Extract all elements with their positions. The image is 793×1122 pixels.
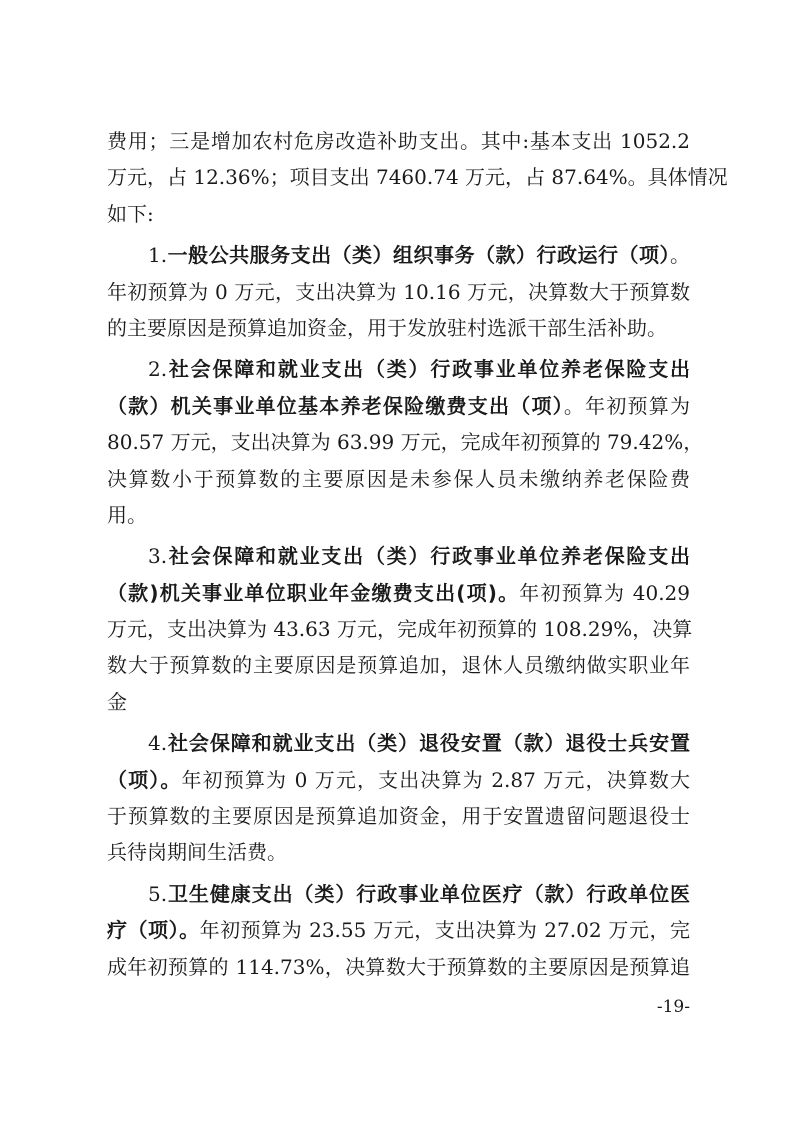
text-line [107,912,690,948]
body-text: 费用；三是增加农村危房改造补助支出。其中:基本支出 1052.2 [107,129,690,153]
paragraph [107,725,690,871]
bold-heading-text: （项）。 [107,767,182,792]
bold-heading-text: 卫生健康支出（类）行政事业单位医疗（款）行政单位医 [167,881,690,906]
text-line [107,762,690,798]
body-text: 决算数小于预算数的主要原因是未参保人员未缴纳养老保险费 [107,466,690,491]
text-line [107,949,690,985]
paragraph [107,237,690,346]
text-line [107,876,690,912]
bold-heading-text: （款)机关事业单位职业年金缴费支出(项)。 [107,580,520,605]
text-line [107,461,690,497]
bold-heading-text: 社会保障和就业支出（类）退役安置（款）退役士兵安置 [167,731,690,756]
text-line [107,497,690,533]
text-line [107,725,690,761]
bold-heading-text: 疗（项）。 [107,918,200,943]
body-text: 4. [148,731,168,756]
text-line [107,647,690,683]
page-number: -19- [656,997,690,1017]
text-line [107,123,690,159]
body-text: 万元，支出决算为 43.63 万元，完成年初预算的 108.29%，决算 [107,617,693,642]
body-text: 的主要原因是预算追加资金，用于发放驻村选派干部生活补助。 [107,315,667,340]
text-line [107,159,728,195]
text-line [107,684,690,720]
bold-heading-text: 社会保障和就业支出（类）行政事业单位养老保险支出 [167,544,690,569]
paragraph [107,351,704,533]
text-line [107,388,690,424]
bold-heading-text: （款）机关事业单位基本养老保险缴费支出（项） [107,393,564,418]
body-text: 5. [148,881,168,906]
body-text: 1. [148,243,168,268]
body-text: 万元，占 12.36%；项目支出 7460.74 万元，占 87.64%。具体情况 [107,165,728,190]
text-line [107,424,704,460]
bold-heading-text: 一般公共服务支出（类）组织事务（款）行政运行（项） [167,243,670,268]
paragraph [107,538,693,720]
body-text: 金 [107,689,127,714]
body-text: 年初预算为 0 万元，支出决算为 10.16 万元，决算数大于预算数 [107,279,690,304]
body-text: 年初预算为 40.29 [519,580,690,605]
body-text: 于预算数的主要原因是预算追加资金，用于安置遗留问题退役士 [107,804,690,829]
paragraph [107,876,690,985]
body-text: 80.57 万元，支出决算为 63.99 万元，完成年初预算的 79.42%， [107,430,704,455]
body-text: 年初预算为 0 万元，支出决算为 2.87 万元，决算数大 [181,767,691,792]
text-line [107,196,690,232]
text-line [107,538,690,574]
bold-heading-text: 社会保障和就业支出（类）行政事业单位养老保险支出 [167,357,690,382]
body-text: 数大于预算数的主要原因是预算追加，退休人员缴纳做实职业年 [107,653,690,678]
paragraph [107,123,728,232]
body-text: 3. [148,544,168,569]
text-line [107,834,690,870]
body-text: 。 [670,243,690,268]
body-text: 兵待岗期间生活费。 [107,840,287,865]
text-line [107,351,690,387]
text-line [107,274,690,310]
text-line [107,310,690,346]
text-line [107,798,690,834]
text-line [107,237,690,273]
body-text: 如下: [107,201,154,226]
text-line [107,575,690,611]
body-text: 用。 [107,502,147,527]
body-text: 年初预算为 23.55 万元，支出决算为 27.02 万元，完 [199,918,690,943]
body-text: 。年初预算为 [563,393,691,418]
body-text: 成年初预算的 114.73%，决算数大于预算数的主要原因是预算追 [107,954,690,979]
text-line [107,611,693,647]
document-body [107,123,728,985]
body-text: 2. [148,357,168,382]
